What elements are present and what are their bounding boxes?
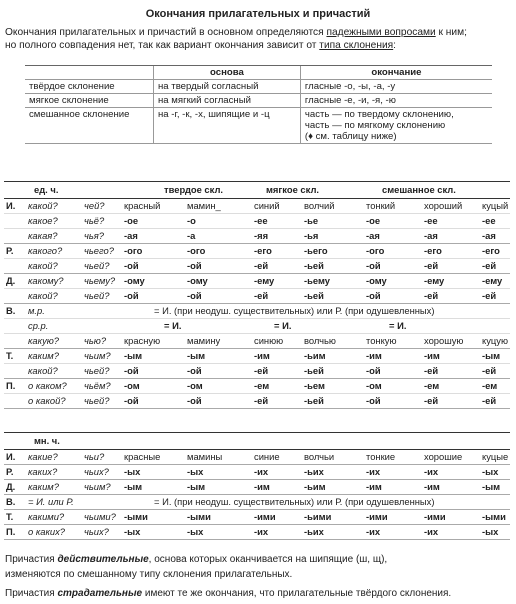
case-label: И. [6,451,16,462]
question-which: какой? [28,260,58,271]
ending-cell: -им [424,481,440,492]
type-ending: гласные -е, -и, -я, -ю [300,94,492,108]
ending-cell: -ой [124,260,139,271]
type-ending-line1: часть — по твердому склонению, [304,109,454,120]
question-whose: чьим? [84,350,111,361]
plural-row [4,525,510,540]
ending-cell: -ьей [304,395,324,406]
singular-row [4,334,510,349]
type-label: смешанное склонение [25,108,154,144]
plural-row [4,465,510,480]
ending-cell: -ой [187,260,202,271]
singular-row [4,214,510,229]
type-ending: гласные -о, -ы, -а, -у [300,80,492,94]
ending-cell: -ьему [304,275,331,286]
ending-cell: -ой [124,290,139,301]
footer-l3a: Причастия [5,588,58,599]
question-which: о какой? [28,395,66,406]
question-which: какое? [28,215,58,226]
ending-cell: волчий [304,200,335,211]
footer-line2: изменяются по смешанному типу склонения прилагательных. [5,569,293,580]
question-which: = И. или Р. [28,496,74,507]
plural-row [4,510,510,525]
example-word: мамину [187,335,221,346]
type-ending-line2: часть — по мягкому склонению [304,120,446,131]
question-which: какую? [28,335,60,346]
singular-row [4,319,510,334]
example-word: волчью [304,335,336,346]
ending-cell: куцый [482,200,509,211]
question-which: какой? [28,365,58,376]
question-whose: чьих? [84,466,109,477]
ending-cell: -ой [366,260,381,271]
case-label: Т. [6,511,14,522]
question-whose: чьё? [84,215,105,226]
ending-cell: -ей [424,365,439,376]
singular-row [4,274,510,289]
ending-cell: -яя [254,230,269,241]
singular-row [4,289,510,304]
singular-header-cell: ед. ч. [34,184,59,195]
ending-cell: -ого [187,245,206,256]
case-label: П. [6,380,16,391]
ending-cell: -их [424,526,439,537]
ending-cell: -ого [366,245,385,256]
ending-cell: -ой [187,395,202,406]
ending-cell: -ом [187,380,203,391]
ending-cell: -ой [124,395,139,406]
types-row-mixed [25,108,492,144]
question-whose: чья? [84,230,105,241]
ending-cell: -ая [482,230,496,241]
ending-cell: -о [187,215,196,226]
question-whose: чьим? [84,481,111,492]
ending-cell: -ей [482,395,497,406]
question-which: каким? [28,481,59,492]
question-whose: чьему? [84,275,116,286]
ending-cell: -ых [187,466,204,477]
question-which: какой? [28,200,58,211]
footer-line1 [5,554,387,565]
ending-cell: -им [424,350,440,361]
ending-cell: -ей [482,365,497,376]
example-word: куцые [482,451,509,462]
case-note: = И. [164,320,182,331]
case-label: В. [6,496,16,507]
ending-cell: -его [254,245,272,256]
ending-cell: -ое [366,215,381,226]
ending-cell: -ому [124,275,145,286]
ending-cell: -ьем [304,380,325,391]
ending-cell: -их [424,466,439,477]
plural-row [4,480,510,495]
intro-link-case-questions: падежными вопросами [326,27,436,38]
case-label: В. [6,305,16,316]
ending-cell: -ей [482,290,497,301]
case-label: Р. [6,466,14,477]
ending-cell: -ому [366,275,387,286]
ending-cell: -ая [124,230,138,241]
footer-l3b: страдательные [57,588,143,599]
singular-row [4,199,510,214]
question-whose: чьи? [84,451,105,462]
ending-cell: -ым [482,350,501,361]
ending-cell: -ими [366,511,388,522]
footer-l3c: имеют те же окончания, что прилагательные твёрдого склонения. [142,588,452,599]
singular-row [4,349,510,364]
ending-cell: -ом [124,380,140,391]
ending-cell: -ему [482,275,503,286]
ending-cell: -его [482,245,500,256]
singular-header-cell: смешанное скл. [382,184,456,195]
ending-cell: -им [366,481,382,492]
ending-cell: -их [254,526,269,537]
example-word: мамины [187,451,223,462]
ending-cell: -ых [124,466,141,477]
ending-cell: -ее [254,215,268,226]
ending-cell: -ых [187,526,204,537]
ending-cell: -ем [424,380,440,391]
ending-cell: -а [187,230,196,241]
singular-row [4,259,510,274]
ending-cell: -ой [366,365,381,376]
ending-cell: -ей [424,290,439,301]
ending-cell: -ем [254,380,270,391]
ending-cell: -ыми [187,511,211,522]
ending-cell: -их [366,526,381,537]
types-header-ending: окончание [300,66,492,80]
ending-cell: -ым [482,481,501,492]
ending-cell: -ой [187,290,202,301]
ending-cell: -ьим [304,481,326,492]
question-whose: чей? [84,200,105,211]
ending-cell: красный [124,200,161,211]
question-which: какому? [28,275,64,286]
ending-cell: -ая [424,230,438,241]
ending-cell: -их [366,466,381,477]
ending-cell: -ых [482,526,499,537]
footer-l1c: , основа которых оканчивается на шипящие (ш, щ), [148,554,388,565]
ending-cell: -ье [304,215,319,226]
question-which: каких? [28,466,58,477]
example-word: красную [124,335,161,346]
case-label: Т. [6,350,14,361]
type-label: твёрдое склонение [25,80,154,94]
singular-table [4,181,510,409]
plural-table [4,432,510,540]
intro-part2: к ним; [435,27,467,38]
declension-types-table [25,65,492,144]
ending-cell: синий [254,200,280,211]
ending-cell: -ых [482,466,499,477]
question-which: ср.р. [28,320,49,331]
singular-row [4,244,510,259]
example-word: тонкую [366,335,397,346]
ending-cell: -ым [124,350,143,361]
ending-cell: -ее [482,215,496,226]
ending-cell: -ых [124,526,141,537]
singular-row [4,394,510,409]
intro-text [5,26,510,52]
ending-cell: -ьей [304,260,324,271]
question-whose: чьими? [84,511,116,522]
ending-cell: -его [424,245,442,256]
question-which: какого? [28,245,63,256]
ending-cell: тонкий [366,200,396,211]
question-whose: чью? [84,335,107,346]
question-whose: чьём? [84,380,111,391]
ending-cell: -ого [124,245,143,256]
case-note: = И. [389,320,407,331]
ending-cell: -ей [254,290,269,301]
types-header-empty [25,66,154,80]
footer-l1a: Причастия [5,554,58,565]
ending-cell: -ой [366,290,381,301]
question-which: какой? [28,290,58,301]
example-word: волчьи [304,451,335,462]
ending-cell: -ая [366,230,380,241]
example-word: синюю [254,335,284,346]
ending-cell: -ьим [304,350,326,361]
case-label: Д. [6,481,16,492]
question-whose: чьих? [84,526,109,537]
example-word: синие [254,451,280,462]
type-label: мягкое склонение [25,94,154,108]
ending-cell: -им [254,481,270,492]
type-stem: на -г, -к, -х, шипящие и -ц [154,108,301,144]
case-label: П. [6,526,16,537]
ending-cell: -ыми [124,511,148,522]
singular-row [4,229,510,244]
ending-cell: хороший [424,200,463,211]
ending-cell: -их [254,466,269,477]
plural-header-row [4,432,510,450]
types-row-soft [25,94,492,108]
type-stem: на мягкий согласный [154,94,301,108]
ending-cell: -ее [424,215,438,226]
types-row-hard [25,80,492,94]
ending-cell: -ьих [304,466,324,477]
example-word: красные [124,451,161,462]
ending-cell: -ьей [304,365,324,376]
intro-link-declension-type: типа склонения [319,40,394,51]
question-whose: чьего? [84,245,114,256]
ending-cell: -ой [187,365,202,376]
example-word: куцую [482,335,508,346]
footer-l1b: действительные [57,554,149,565]
case-label: Р. [6,245,14,256]
question-whose: чьей? [84,365,110,376]
ending-cell: -ей [254,395,269,406]
ending-cell: -ой [366,395,381,406]
ending-cell: мамин_ [187,200,221,211]
type-ending-line3: (♦ см. таблицу ниже) [304,131,397,142]
ending-cell: -ей [424,260,439,271]
ending-cell: -ое [124,215,139,226]
ending-cell: -ыми [482,511,506,522]
types-header-stem: основа [154,66,301,80]
singular-row [4,304,510,319]
case-label: И. [6,200,16,211]
ending-cell: -ему [424,275,445,286]
ending-cell: -ей [254,260,269,271]
ending-cell: -ьих [304,526,324,537]
ending-cell: -ьей [304,290,324,301]
question-which: какая? [28,230,58,241]
ending-cell: -ему [254,275,275,286]
question-which: м.р. [28,305,45,316]
question-which: каким? [28,350,59,361]
ending-cell: -ьего [304,245,328,256]
type-stem: на твердый согласный [154,80,301,94]
ending-cell: -им [254,350,270,361]
ending-cell: -им [366,350,382,361]
question-which: о каком? [28,380,67,391]
ending-cell: -ем [482,380,498,391]
question-whose: чьей? [84,290,110,301]
type-ending [300,108,492,144]
ending-cell: -ими [424,511,446,522]
page-title: Окончания прилагательных и причастий [145,8,371,20]
example-word: хорошую [424,335,464,346]
ending-cell: -ому [187,275,208,286]
ending-cell: -ей [482,260,497,271]
ending-cell: -ей [424,395,439,406]
case-note: = И. (при неодуш. существительных) или Р. (при одушевленных) [154,496,435,507]
singular-header-cell: мягкое скл. [266,184,320,195]
question-which: какими? [28,511,65,522]
ending-cell: -ым [124,481,143,492]
ending-cell: -ым [187,481,206,492]
plural-row [4,495,510,510]
question-whose: чьей? [84,260,110,271]
footer-line3 [5,588,451,599]
singular-header-cell: твердое скл. [164,184,224,195]
case-label: Д. [6,275,16,286]
ending-cell: -ьими [304,511,332,522]
example-word: тонкие [366,451,396,462]
question-which: какие? [28,451,58,462]
intro-part1: Окончания прилагательных и причастий в основном определяются [5,27,327,38]
intro-line2b: : [393,40,397,51]
ending-cell: -ей [254,365,269,376]
ending-cell: -ым [187,350,206,361]
case-note: = И. (при неодуш. существительных) или Р. (при одушевленных) [154,305,435,316]
ending-cell: -ья [304,230,319,241]
intro-line2a: но полного совпадения нет, так как вариант окончания зависит от [5,40,320,51]
ending-cell: -ом [366,380,382,391]
ending-cell: -ими [254,511,276,522]
question-whose: чьей? [84,395,110,406]
example-word: хорошие [424,451,463,462]
ending-cell: -ой [124,365,139,376]
plural-row [4,450,510,465]
plural-header-cell: мн. ч. [34,435,60,446]
singular-row [4,364,510,379]
case-note: = И. [274,320,292,331]
singular-header-row [4,181,510,199]
question-which: о каких? [28,526,66,537]
singular-row [4,379,510,394]
